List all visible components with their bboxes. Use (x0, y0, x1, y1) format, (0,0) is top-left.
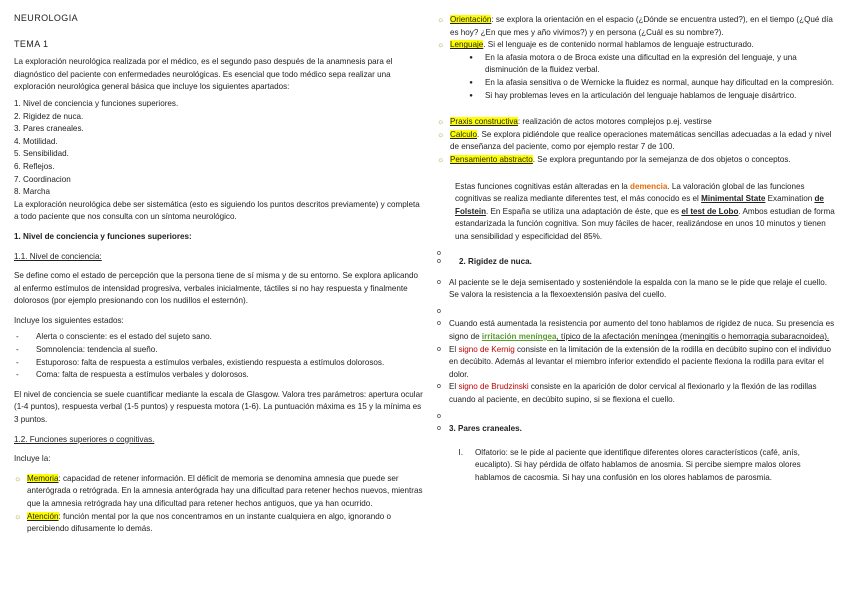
exploration-list (14, 98, 426, 199)
nuca-paragraph: o Al paciente se le deja semisentado y sosteniéndole la espalda con la mano se le pide que relaje el cuello. Se valora la resistencia a la flexoextensión pasiva del cuello. (437, 277, 837, 302)
dash-bullet: - (16, 332, 19, 342)
dash-bullet: - (16, 345, 19, 355)
circle-bullet-icon: ● (469, 92, 473, 99)
roman-numeral: I. (458, 447, 463, 457)
states-list (14, 331, 426, 381)
memoria-item: ☼ Memoria: capacidad de retener información. El déficit de memoria se denomina amnesia que puede ser anterógrada o retrógrada. En la amnesia anterógrada hay una dificultad para retener hechos nuevos, mientras que la amnesia retrógrada hay una dificultad para retener hechos antiguos, que ya han ocurrido. (14, 473, 426, 511)
circle-bullet-icon: o (437, 425, 441, 433)
list-item: 6. Reflejos. (14, 161, 55, 171)
circle-bullet-icon: o (437, 383, 441, 391)
subsection-heading-1-1: 1.1. Nivel de conciencia: (14, 251, 102, 261)
circle-bullet-icon: o (437, 320, 441, 328)
list-item: ● En la afasia motora o de Broca existe una dificultad en la expresión del lenguaje, y una disminución de la fluidez verbal. (457, 52, 837, 77)
right-column (437, 14, 837, 485)
circle-bullet-icon: o (437, 278, 441, 286)
star-bullet-icon: ☼ (437, 117, 445, 127)
list-item: - Somnolencia: tendencia al sueño. (14, 344, 426, 357)
pensamiento-item: ☼ Pensamiento abstracto. Se explora preguntando por la semejanza de dos objetos o conceptos. (437, 154, 837, 167)
star-bullet-icon: ☼ (437, 154, 445, 164)
star-bullet-icon: ☼ (14, 511, 22, 521)
subsection-heading-1-2: 1.2. Funciones superiores o cognitivas. (14, 434, 155, 444)
olfatorio-item: I. Olfatorio: se le pide al paciente que identifique diferentes olores característicos (café, anís, eucalipto). Si hay pérdida de olfato hablamos de anosmia. Si percibe siempre malos olores hablamos de cacosmia. Si hay una confusión en los olores hablamos de parosmia. (437, 447, 837, 485)
list-item: - Estuporoso: falta de respuesta a estímulos verbales, existiendo respuesta a estímulos dolorosos. (14, 357, 426, 370)
list-item: ● En la afasia sensitiva o de Wernicke la fluidez es normal, aunque hay dificultad en la compresión. (457, 77, 837, 90)
list-item: ● Si hay problemas leves en la articulación del lenguaje hablamos de lenguaje disártrico. (457, 90, 837, 103)
kernig-paragraph: o El signo de Kernig consiste en la limitación de la extensión de la rodilla en decúbito supino con el individuo en decúbito. Además al levantar el miembro inferior extendido el paciente flexiona la rodilla para evitar el dolor. (437, 344, 837, 382)
empty-bullet (437, 306, 837, 319)
circle-bullet-icon: o (437, 345, 441, 353)
star-bullet-icon: ☼ (437, 129, 445, 139)
section-heading-2: o 2. Rigidez de nuca. (437, 256, 837, 269)
list-item: 1. Nivel de conciencia y funciones superiores. (14, 98, 179, 108)
section-heading-1: 1. Nivel de conciencia y funciones superiores: (14, 231, 192, 241)
list-item: 4. Motilidad. (14, 136, 58, 146)
circle-bullet-icon: ● (469, 54, 473, 61)
circle-bullet-icon: ● (469, 79, 473, 86)
atencion-item: ☼ Atención: función mental por la que nos concentramos en un instante cualquiera en algo, ignorando o percibiendo difusamente lo demás. (14, 511, 426, 536)
demencia-paragraph: Estas funciones cognitivas están alteradas en la demencia. La valoración global de las funciones cognitivas se realiza mediante diferentes test, el más conocido es el Minimental State Examination de Folstein. En España se utiliza una adaptación de éste, que es el test de Lobo. Ambos estudian de forma estandarizada la función cognitiva. Son muy fáciles de hacer, realizándose en unos 10 minutos y tienen una sensibilidad y especificidad del 85%. (455, 181, 835, 241)
document-title: NEUROLOGIA (14, 13, 79, 23)
dash-bullet: - (16, 357, 19, 367)
list-item: 8. Marcha (14, 187, 50, 197)
lenguaje-item: ☼ Lenguaje. Si el lenguaje es de contenido normal hablamos de lenguaje estructurado. (437, 39, 837, 52)
list-item: 2. Rigidez de nuca. (14, 111, 84, 121)
resistencia-paragraph: o Cuando está aumentada la resistencia por aumento del tono hablamos de rigidez de nuca. Su presencia es signo de irritación meníngea, típico de la afectación meníngea (meningitis o hemorragia subaracnoidea). (437, 318, 837, 343)
intro-paragraph: La exploración neurológica realizada por el médico, es el segundo paso después de la anamnesis para el diagnóstico del paciente con enfermedades neurológicas. Es esencial que todo médico sepa realizar una exploración neurológica general básica que incluye los siguientes apartados: (14, 57, 393, 92)
list-item: - Coma: falta de respuesta a estímulos verbales y dolorosos. (14, 369, 426, 382)
star-bullet-icon: ☼ (437, 15, 445, 24)
tema-heading: TEMA 1 (14, 38, 49, 49)
list-item: - Alerta o consciente: es el estado del sujeto sano. (14, 331, 426, 344)
definition-paragraph: Se define como el estado de percepción que la persona tiene de sí misma y de su entorno. Se explora aplicando al enfermo estímulos de intensidad progresiva, verbales inicialmente, táctiles si no hay respuesta y finalmente dolorosos (por ejemplo presionando con los nudillos el esternón). (14, 271, 419, 306)
list-item: 7. Coordinacion (14, 174, 71, 184)
calculo-item: ☼ Calculo. Se explora pidiéndole que realice operaciones matemáticas sencillas adecuadas a la edad y nivel de enseñanza del paciente, como por ejemplo restar 7 de 100. (437, 129, 837, 154)
includes-label-2: Incluye la: (14, 454, 51, 464)
circle-bullet-icon: o (437, 258, 441, 266)
glasgow-paragraph: El nivel de conciencia se suele cuantificar mediante la escala de Glasgow. Valora tres parámetros: apertura ocular (1-4 puntos), respuesta verbal (1-5 puntos) y respuesta motora (1-6). La puntuación máxima es 15 y la mínima es 3 puntos. (14, 389, 423, 425)
circle-bullet-icon: o (437, 412, 441, 420)
left-column (14, 10, 426, 536)
list-item: 5. Sensibilidad. (14, 149, 69, 159)
dash-bullet: - (16, 370, 19, 380)
circle-bullet-icon: o (437, 249, 441, 257)
praxis-item: ☼ Praxis constructiva: realización de actos motores complejos p.ej. vestirse (437, 116, 837, 129)
empty-bullet (437, 411, 837, 424)
brudzinski-paragraph: o El signo de Brudzinski consiste en la aparición de dolor cervical al flexionarlo y la flexión de las rodillas cuando al paciente, en decúbito supino, si se flexiona el cuello. (437, 381, 837, 406)
star-bullet-icon: ☼ (14, 473, 22, 483)
section-heading-3: o 3. Pares craneales. (437, 423, 837, 436)
orientacion-item: ☼ Orientación: se explora la orientación en el espacio (¿Dónde se encuentra usted?), en el tiempo (¿Qué día es hoy? ¿En que mes y año vivimos?) y en persona (¿Cuál es su nombre?). (437, 14, 837, 39)
systematic-paragraph: La exploración neurológica debe ser sistemática (esto es siguiendo los puntos descritos previamente) y completa a todo paciente que nos consulta con un síntoma neurológico. (14, 199, 420, 222)
circle-bullet-icon: o (437, 307, 441, 315)
includes-label: Incluye los siguientes estados: (14, 315, 124, 325)
list-item: 3. Pares craneales. (14, 124, 84, 134)
lenguaje-sublist (437, 52, 837, 102)
star-bullet-icon: ☼ (437, 40, 445, 50)
